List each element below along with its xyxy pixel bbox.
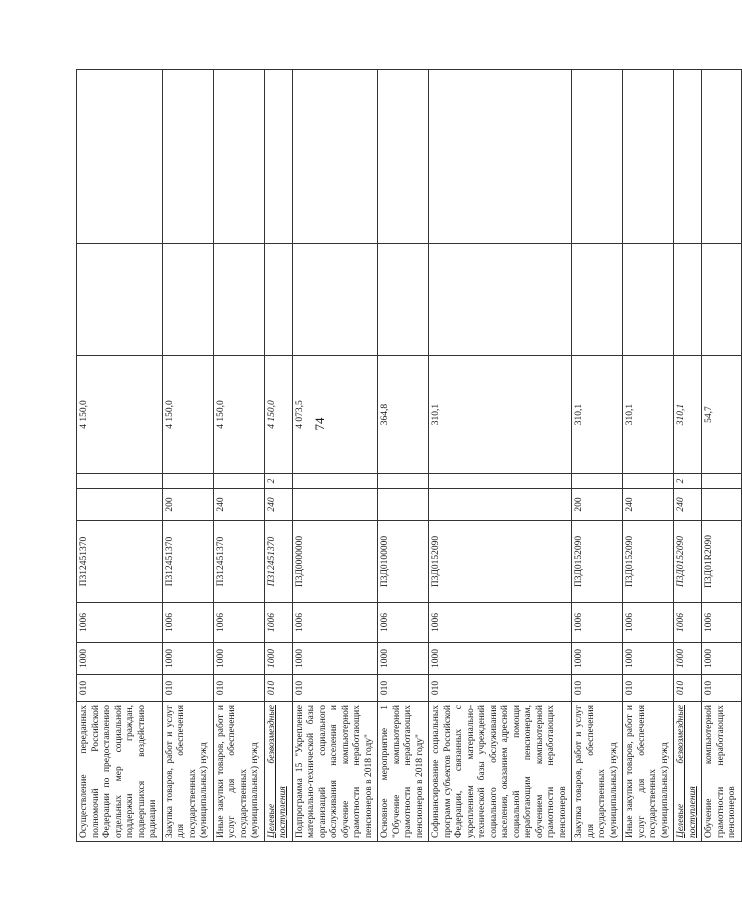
amount-cell: 4 073,5 [292, 356, 378, 474]
empty-cell-2 [264, 70, 292, 244]
flag-cell [292, 474, 378, 489]
target-article-cell: П3Д0152090 [572, 521, 623, 603]
grbs-cell: 010 [674, 675, 702, 702]
name-cell [572, 702, 623, 842]
name-cell [162, 702, 213, 842]
table-row [162, 70, 213, 842]
expense-type-cell [77, 489, 163, 521]
table-row [623, 70, 674, 842]
empty-cell-2 [674, 70, 702, 244]
section-cell: 1000 [292, 643, 378, 675]
expense-type-cell: 200 [572, 489, 623, 521]
empty-cell-2 [572, 70, 623, 244]
target-article-cell: П312451370 [162, 521, 213, 603]
subsection-cell: 1006 [213, 603, 264, 643]
empty-cell-2 [429, 70, 572, 244]
section-cell: 1000 [264, 643, 292, 675]
table-row [674, 70, 702, 842]
amount-cell: 310,1 [572, 356, 623, 474]
expense-type-cell: 200 [162, 489, 213, 521]
flag-cell [429, 474, 572, 489]
name-cell [264, 702, 292, 842]
amount-cell: 4 150,0 [264, 356, 292, 474]
name-cell [213, 702, 264, 842]
name-cell [674, 702, 702, 842]
row-label: Основное мероприятие 1 "Обучение компьютерной грамотности неработающих пенсионеров в 2018 году" [380, 705, 425, 838]
empty-cell-2 [77, 70, 163, 244]
empty-cell-1 [674, 244, 702, 356]
subsection-cell: 1006 [702, 603, 742, 643]
empty-cell-1 [292, 244, 378, 356]
empty-cell-1 [429, 244, 572, 356]
section-cell: 1000 [213, 643, 264, 675]
target-article-cell: П3Д0152090 [674, 521, 702, 603]
section-cell: 1000 [378, 643, 429, 675]
table-row [702, 70, 742, 842]
expense-type-cell [429, 489, 572, 521]
amount-cell: 364,8 [378, 356, 429, 474]
amount-cell: 54,7 [702, 356, 742, 474]
section-cell: 1000 [572, 643, 623, 675]
page-number: 74 [312, 417, 327, 431]
subsection-cell: 1006 [378, 603, 429, 643]
grbs-cell: 010 [264, 675, 292, 702]
target-article-cell: П3Д01R2090 [702, 521, 742, 603]
subsection-cell: 1006 [572, 603, 623, 643]
flag-cell: 2 [674, 474, 702, 489]
name-cell [623, 702, 674, 842]
budget-table [76, 69, 742, 842]
row-label: Софинансирование социальных программ субъектов Российской Федерации, связанных с укреплением материально-технической базы учреждений социального обслуживания населения, оказанием адресной социальной помощи неработающим пенсионерам, обучением компьютерной грамотности неработающих пенсионеров [431, 705, 568, 838]
empty-cell-1 [264, 244, 292, 356]
table-row [378, 70, 429, 842]
flag-cell: 2 [264, 474, 292, 489]
name-cell [702, 702, 742, 842]
name-cell [429, 702, 572, 842]
empty-cell-1 [77, 244, 163, 356]
expense-type-cell: 240 [623, 489, 674, 521]
amount-cell: 310,1 [623, 356, 674, 474]
empty-cell-1 [623, 244, 674, 356]
row-label: Иные закупки товаров, работ и услуг для обеспечения государственных (муниципальных) нужд [215, 705, 260, 838]
flag-cell [213, 474, 264, 489]
amount-cell: 4 150,0 [162, 356, 213, 474]
grbs-cell: 010 [162, 675, 213, 702]
flag-cell [702, 474, 742, 489]
empty-cell-2 [292, 70, 378, 244]
expense-type-cell [378, 489, 429, 521]
target-article-cell: П312451370 [264, 521, 292, 603]
flag-cell [378, 474, 429, 489]
section-cell: 1000 [429, 643, 572, 675]
subsection-cell: 1006 [674, 603, 702, 643]
expense-type-cell [702, 489, 742, 521]
empty-cell-1 [378, 244, 429, 356]
empty-cell-2 [213, 70, 264, 244]
empty-cell-2 [162, 70, 213, 244]
subsection-cell: 1006 [264, 603, 292, 643]
target-article-cell: П3Д0152090 [429, 521, 572, 603]
grbs-cell: 010 [77, 675, 163, 702]
row-label: Закупка товаров, работ и услуг для обеспечения государственных (муниципальных) нужд [574, 705, 619, 838]
row-label: Закупка товаров, работ и услуг для обеспечения государственных (муниципальных) нужд [164, 705, 209, 838]
target-article-cell: П3Д0152090 [623, 521, 674, 603]
grbs-cell: 010 [292, 675, 378, 702]
amount-cell: 310,1 [674, 356, 702, 474]
flag-cell [572, 474, 623, 489]
subsection-cell: 1006 [429, 603, 572, 643]
name-cell [77, 702, 163, 842]
expense-type-cell: 240 [264, 489, 292, 521]
empty-cell-2 [623, 70, 674, 244]
empty-cell-1 [162, 244, 213, 356]
row-label: Обучение компьютерной грамотности неработающих пенсионеров [704, 705, 737, 838]
subsection-cell: 1006 [623, 603, 674, 643]
table-row [292, 70, 378, 842]
grbs-cell: 010 [702, 675, 742, 702]
subsection-cell: 1006 [162, 603, 213, 643]
grbs-cell: 010 [572, 675, 623, 702]
flag-cell [77, 474, 163, 489]
table-row [572, 70, 623, 842]
row-label: Иные закупки товаров, работ и услуг для обеспечения государственных (муниципальных) нужд [625, 705, 670, 838]
row-label: Осуществление переданных полномочий Российской Федерации по предоставлению отдельных мер социальной поддержки граждан, подвергшихся воздействию радиации [79, 705, 158, 838]
table-row [429, 70, 572, 842]
subsection-cell: 1006 [292, 603, 378, 643]
section-cell: 1000 [162, 643, 213, 675]
section-cell: 1000 [623, 643, 674, 675]
grbs-cell: 010 [429, 675, 572, 702]
row-label: Подпрограмма 15 "Укрепление материально-технической базы организаций социального обслуживания населения и обучение компьютерной грамотности неработающих пенсионеров в 2018 году" [294, 705, 374, 838]
grbs-cell: 010 [213, 675, 264, 702]
expense-type-cell: 240 [674, 489, 702, 521]
empty-cell-2 [702, 70, 742, 244]
section-cell: 1000 [702, 643, 742, 675]
flag-cell [623, 474, 674, 489]
table-row [264, 70, 292, 842]
expense-type-cell: 240 [213, 489, 264, 521]
target-article-cell: П312451370 [77, 521, 163, 603]
amount-cell: 4 150,0 [77, 356, 163, 474]
budget-table-rotated [76, 70, 737, 842]
name-cell [292, 702, 378, 842]
target-article-cell: П3Д0000000 [292, 521, 378, 603]
row-label: Целевые безвозмездные поступления [266, 705, 288, 838]
empty-cell-1 [572, 244, 623, 356]
target-article-cell: П3Д0100000 [378, 521, 429, 603]
empty-cell-2 [378, 70, 429, 244]
table-row [213, 70, 264, 842]
empty-cell-1 [702, 244, 742, 356]
table-row [77, 70, 163, 842]
grbs-cell: 010 [378, 675, 429, 702]
subsection-cell: 1006 [77, 603, 163, 643]
section-cell: 1000 [674, 643, 702, 675]
section-cell: 1000 [77, 643, 163, 675]
name-cell [378, 702, 429, 842]
empty-cell-1 [213, 244, 264, 356]
amount-cell: 310,1 [429, 356, 572, 474]
target-article-cell: П312451370 [213, 521, 264, 603]
amount-cell: 4 150,0 [213, 356, 264, 474]
expense-type-cell [292, 489, 378, 521]
row-label: Целевые безвозмездные поступления [676, 705, 698, 838]
grbs-cell: 010 [623, 675, 674, 702]
flag-cell [162, 474, 213, 489]
